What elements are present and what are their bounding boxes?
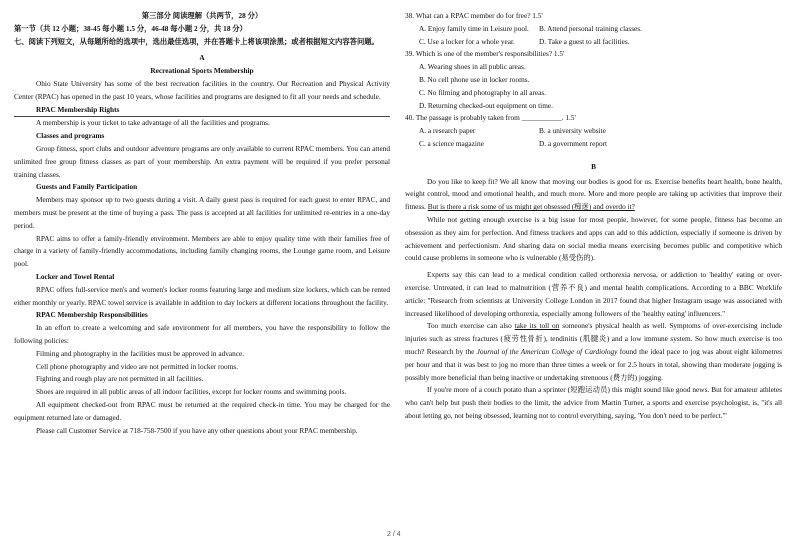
- instruction: 七、阅读下列短文，从每题所给的选项中，选出最佳选项，并在答题卡上将该项涂黑；或者根据短文内容答问题。: [14, 36, 379, 46]
- policy-item: Shoes are required in all public areas of all indoor facilities, except for locker rooms and swimming pools.: [36, 387, 347, 397]
- heading-rights: RPAC Membership Rights: [14, 104, 390, 118]
- passage-b-p3: Experts say this can lead to a medical condition called orthorexia nervosa, or addiction to 'healthy' eating or over-exercise. Untreated, it can lead to malnutrition (营养不良) and mental health complications. According to a BBC Worklife article: "Research from scientists at University College London in 2017 found that higher Instagram usage was associated with increased likelihood of developing orthorexia, especially among followers of the 'healthy eating' influencers.": [405, 270, 782, 318]
- option-b: B. Attend personal training classes.: [539, 23, 642, 33]
- option-a: A. Wearing shoes in all public areas.: [419, 62, 526, 72]
- option-b: B. a university website: [539, 126, 606, 136]
- question-40: [405, 112, 782, 125]
- heading-locker: Locker and Towel Rental: [36, 271, 115, 281]
- options-row: [405, 36, 782, 49]
- option-d: D. a government report: [539, 138, 608, 148]
- policy-item: Cell phone photography and video are not permitted in locker rooms.: [36, 361, 239, 371]
- policy-item: Fighting and rough play are not permitted in all facilities.: [36, 374, 204, 384]
- underlined-phrase: take its toll on: [514, 321, 560, 331]
- question-38: 38. What can a RPAC member do for free? 1.5': [405, 11, 543, 20]
- passage-b-p2: While not getting enough exercise is a big issue for most people, however, for some people, fitness has become an obsession as they aim for perfection. And fitness trackers and apps can add to this addiction, especially if someone is driven by achievement and perfectionism. And sharing data on social media means exercising becomes public and competitive which could cause problems in someone who is vulnerable (易受伤的).: [405, 214, 782, 263]
- question-40-points: . 1.5': [561, 113, 576, 123]
- policy-item: All equipment checked-out from RPAC must be returned at the required check-in time. You may be charged for the equipment returned late or damaged.: [14, 399, 390, 422]
- page-number: 2 / 4: [387, 531, 401, 538]
- option-a: A. a research paper: [419, 126, 476, 136]
- guests-text-2: RPAC aims to offer a family-friendly environment. Members are able to enjoy quality time with their families free of charge in a variety of family-friendly accommodations, including family changing rooms, the Lounge game room, and Leisure pool.: [14, 233, 390, 269]
- option-c: C. Use a locker for a whole year.: [419, 36, 515, 46]
- passage-b-p5: If you're more of a couch potato than a sprinter (短跑运动员) this might sound like good news. But for amateur athletes who can't help but push their bodies to the limit, the advice from Martin Turner, a sports and exercise psychologist, is, "it's all about letting go, not being obsessed, learning not to control everything, saying, 'You don't need to be perfect.'": [405, 385, 782, 420]
- section-heading: 第一节（共 12 小题；38-45 每小题 1.5 分，46-48 每小题 2 分，共 18 分）: [14, 23, 247, 33]
- heading-classes: Classes and programs: [36, 131, 105, 141]
- contact-text: Please call Customer Service at 718-758-7500 if you have any other questions about your RPAC membership.: [36, 425, 358, 435]
- policy-item: Filming and photography in the facilities must be approved in advance.: [36, 348, 245, 358]
- guests-text-1: Members may sponsor up to two guests during a visit. A daily guest pass is required for each guest to enter RPAC, and members must be present at the time of buying a pass. The pass is accepted at all facilities for unlimited re-entries in a one-day period.: [14, 195, 390, 230]
- option-b: B. No cell phone use in locker rooms.: [419, 74, 530, 84]
- passage-a-title: Recreational Sports Membership: [150, 66, 254, 76]
- option-d: D. Returning checked-out equipment on time.: [419, 100, 553, 110]
- heading-responsibilities: RPAC Membership Responsibilities: [36, 310, 148, 320]
- options-row: [405, 23, 782, 36]
- option-c: C. a science magazine: [419, 138, 484, 148]
- passage-a-intro: Ohio State University has some of the best recreation facilities in the country. Our Recreation and Physical Activity Center (RPAC) has opened in the past 10 years, whose facilities and programs are designed to fit all your needs and schedule.: [14, 78, 390, 101]
- part-heading: 第三部分 阅读理解（共两节，28 分）: [141, 11, 263, 20]
- heading-guests: Guests and Family Participation: [36, 182, 138, 192]
- option-a: A. Enjoy family time in Leisure pool.: [419, 23, 529, 33]
- question-39: 39. Which is one of the member's responsibilities? 1.5': [405, 49, 565, 59]
- passage-b-letter: B: [591, 161, 596, 171]
- locker-text: RPAC offers full-service men's and women's locker rooms featuring large and medium size lockers, which can be rented either monthly or yearly. RPAC towel service is available in addition to day lockers at different locations throughout the facility.: [14, 284, 390, 307]
- responsibilities-text: In an effort to create a welcoming and safe environment for all members, you have the responsibility to follow the following policies:: [14, 323, 390, 345]
- passage-a-letter: A: [199, 53, 205, 63]
- option-c: C. No filming and photography in all areas.: [419, 87, 547, 97]
- passage-b-p1: Do you like to keep fit? We all know that moving our bodies is good for us. Exercise benefits heart health, bone health, weight control, mood and emotional health, and much more. More and more people are taking up activities that improve their fitness. But is there a risk some of us might get obsessed (痴迷) and overdo it?: [405, 176, 782, 212]
- answer-blank: ___________: [521, 113, 562, 123]
- options-row: [405, 138, 782, 151]
- journal-title: Journal of the American College of Cardiology: [476, 346, 618, 356]
- rights-text: A membership is your ticket to take advantage of all the facilities and programs.: [36, 118, 270, 128]
- options-row: [405, 125, 782, 138]
- left-column: [14, 10, 390, 437]
- classes-text: Group fitness, sport clubs and outdoor adventure programs are only available to current RPAC members. You can attend unlimited free group fitness classes as part of your membership. An extra payment will be required if you prefer personal training classes.: [14, 143, 390, 179]
- right-column: [405, 10, 782, 423]
- option-d: D. Take a guest to all facilities.: [539, 36, 630, 46]
- underlined-question: But is there a risk some of us might get obsessed (痴迷) and overdo it?: [427, 202, 635, 212]
- question-40-stem: 40. The passage is probably taken from: [405, 113, 520, 123]
- passage-b-p4: Too much exercise can also take its toll on someone's physical health as well. Symptoms of over-exercising include injuries such as stress fractures (疲劳性骨折), tendinitis (肌腱炎) and a low immune system. So how much exercise is too much? Research by the Journal of the American College of Cardiology found the ideal pace to jog was about eight kilometres per hour and that it was best to jog no more than three times a week or for 2.5 hours in total, showing than moderate jogging is possibly more beneficial than being inactive or undertaking strenuous (费力的) jogging.: [405, 321, 783, 382]
